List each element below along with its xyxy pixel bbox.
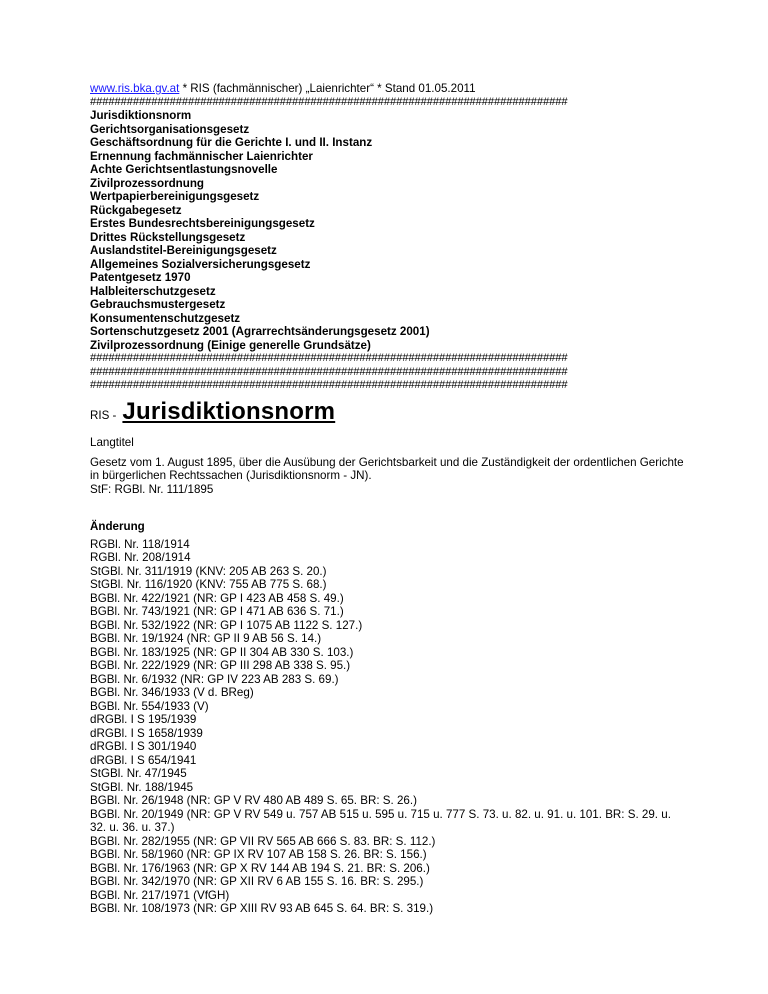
amendment-item: dRGBl. I S 301/1940 (90, 740, 197, 753)
amendment-item: BGBl. Nr. 19/1924 (NR: GP II 9 AB 56 S. 14.) (90, 632, 322, 645)
amendment-item: StGBl. Nr. 116/1920 (KNV: 755 AB 775 S. 68.) (90, 578, 327, 591)
toc-item: Wertpapierbereinigungsgesetz (90, 190, 260, 203)
toc-item: Patentgesetz 1970 (90, 271, 191, 284)
amendment-item: BGBl. Nr. 58/1960 (NR: GP IX RV 107 AB 158 S. 26. BR: S. 156.) (90, 848, 427, 861)
amendment-item: BGBl. Nr. 346/1933 (V d. BReg) (90, 686, 254, 699)
amendment-item: StGBl. Nr. 188/1945 (90, 780, 194, 794)
ris-link[interactable]: www.ris.bka.gv.at (90, 82, 180, 95)
amendment-item: BGBl. Nr. 26/1948 (NR: GP V RV 480 AB 489 S. 65. BR: S. 26.) (90, 794, 417, 807)
toc-item: Allgemeines Sozialversicherungsgesetz (90, 257, 311, 271)
amendment-item: RGBl. Nr. 208/1914 (90, 551, 191, 564)
stf-text: StF: RGBl. Nr. 111/1895 (90, 482, 214, 496)
amendment-item: BGBl. Nr. 217/1971 (VfGH) (90, 888, 230, 902)
amendment-item: StGBl. Nr. 311/1919 (KNV: 205 AB 263 S. 20.) (90, 564, 327, 578)
toc-item: Gebrauchsmustergesetz (90, 298, 226, 311)
amendment-item: BGBl. Nr. 342/1970 (NR: GP XII RV 6 AB 155 S. 16. BR: S. 295.) (90, 875, 424, 888)
amendment-item: StGBl. Nr. 47/1945 (90, 767, 187, 780)
hash-divider: ############################################################################## (90, 95, 568, 108)
amendment-item: BGBl. Nr. 554/1933 (V) (90, 699, 209, 713)
amendment-item: BGBl. Nr. 532/1922 (NR: GP I 1075 AB 1122 S. 127.) (90, 618, 363, 632)
amendment-item: BGBl. Nr. 183/1925 (NR: GP II 304 AB 330 S. 103.) (90, 645, 354, 659)
toc-item: Geschäftsordnung für die Gerichte I. und II. Instanz (90, 136, 373, 149)
aenderung-heading: Änderung (90, 520, 145, 533)
toc-item: Drittes Rückstellungsgesetz (90, 230, 246, 244)
aenderung-list (90, 538, 690, 916)
toc-item: Ernennung fachmännischer Laienrichter (90, 149, 313, 163)
toc-item: Sortenschutzgesetz 2001 (Agrarrechtsänderungsgesetz 2001) (90, 325, 430, 338)
toc-item: Konsumentenschutzgesetz (90, 311, 241, 325)
toc-item: Rückgabegesetz (90, 203, 182, 217)
title-prefix: RIS - (90, 408, 117, 422)
amendment-item: BGBl. Nr. 422/1921 (NR: GP I 423 AB 458 S. 49.) (90, 591, 344, 605)
hash-divider: ############################################################################## (90, 365, 568, 378)
amendment-item: RGBl. Nr. 118/1914 (90, 537, 190, 551)
amendment-item: BGBl. Nr. 108/1973 (NR: GP XIII RV 93 AB 645 S. 64. BR: S. 319.) (90, 902, 434, 915)
page-title: Jurisdiktionsnorm (122, 397, 336, 425)
hash-divider: ############################################################################## (90, 352, 568, 364)
toc-item: Achte Gerichtsentlastungsnovelle (90, 163, 278, 176)
amendment-item: dRGBl. I S 195/1939 (90, 713, 197, 726)
amendment-item: BGBl. Nr. 743/1921 (NR: GP I 471 AB 636 S. 71.) (90, 605, 344, 618)
toc-item: Zivilprozessordnung (Einige generelle Grundsätze) (90, 338, 371, 352)
document-page (90, 82, 690, 916)
header-line (90, 82, 690, 96)
amendment-item: dRGBl. I S 654/1941 (90, 753, 197, 767)
toc-item: Halbleiterschutzgesetz (90, 284, 216, 298)
amendment-item: BGBl. Nr. 20/1949 (NR: GP V RV 549 u. 757 AB 515 u. 595 u. 715 u. 777 S. 73. u. 82. u. 91. u. 101. BR: S. 29. u. 32. u. 36. u. 37.) (90, 807, 671, 834)
amendment-item: dRGBl. I S 1658/1939 (90, 726, 203, 740)
header-text: * RIS (fachmännischer) „Laienrichter“ * Stand 01.05.2011 (179, 82, 476, 95)
toc-list (90, 109, 690, 352)
toc-item: Erstes Bundesrechtsbereinigungsgesetz (90, 217, 315, 230)
langtitel-text: Gesetz vom 1. August 1895, über die Ausübung der Gerichtsbarkeit und die Zuständigkeit der ordentlichen Gerichte in bürgerlichen Rechtssachen (Jurisdiktionsnorm - JN). (90, 455, 684, 482)
toc-item: Zivilprozessordnung (90, 176, 205, 190)
hash-divider: ############################################################################## (90, 379, 568, 391)
page-title-row (90, 397, 690, 425)
langtitel-label: Langtitel (90, 436, 134, 449)
toc-item: Auslandstitel-Bereinigungsgesetz (90, 244, 277, 257)
amendment-item: BGBl. Nr. 176/1963 (NR: GP X RV 144 AB 194 S. 21. BR: S. 206.) (90, 861, 430, 875)
amendment-item: BGBl. Nr. 282/1955 (NR: GP VII RV 565 AB 666 S. 83. BR: S. 112.) (90, 834, 436, 848)
toc-item: Gerichtsorganisationsgesetz (90, 122, 250, 136)
amendment-item: BGBl. Nr. 222/1929 (NR: GP III 298 AB 338 S. 95.) (90, 659, 351, 672)
amendment-item: BGBl. Nr. 6/1932 (NR: GP IV 223 AB 283 S. 69.) (90, 672, 339, 686)
toc-item: Jurisdiktionsnorm (90, 109, 192, 122)
